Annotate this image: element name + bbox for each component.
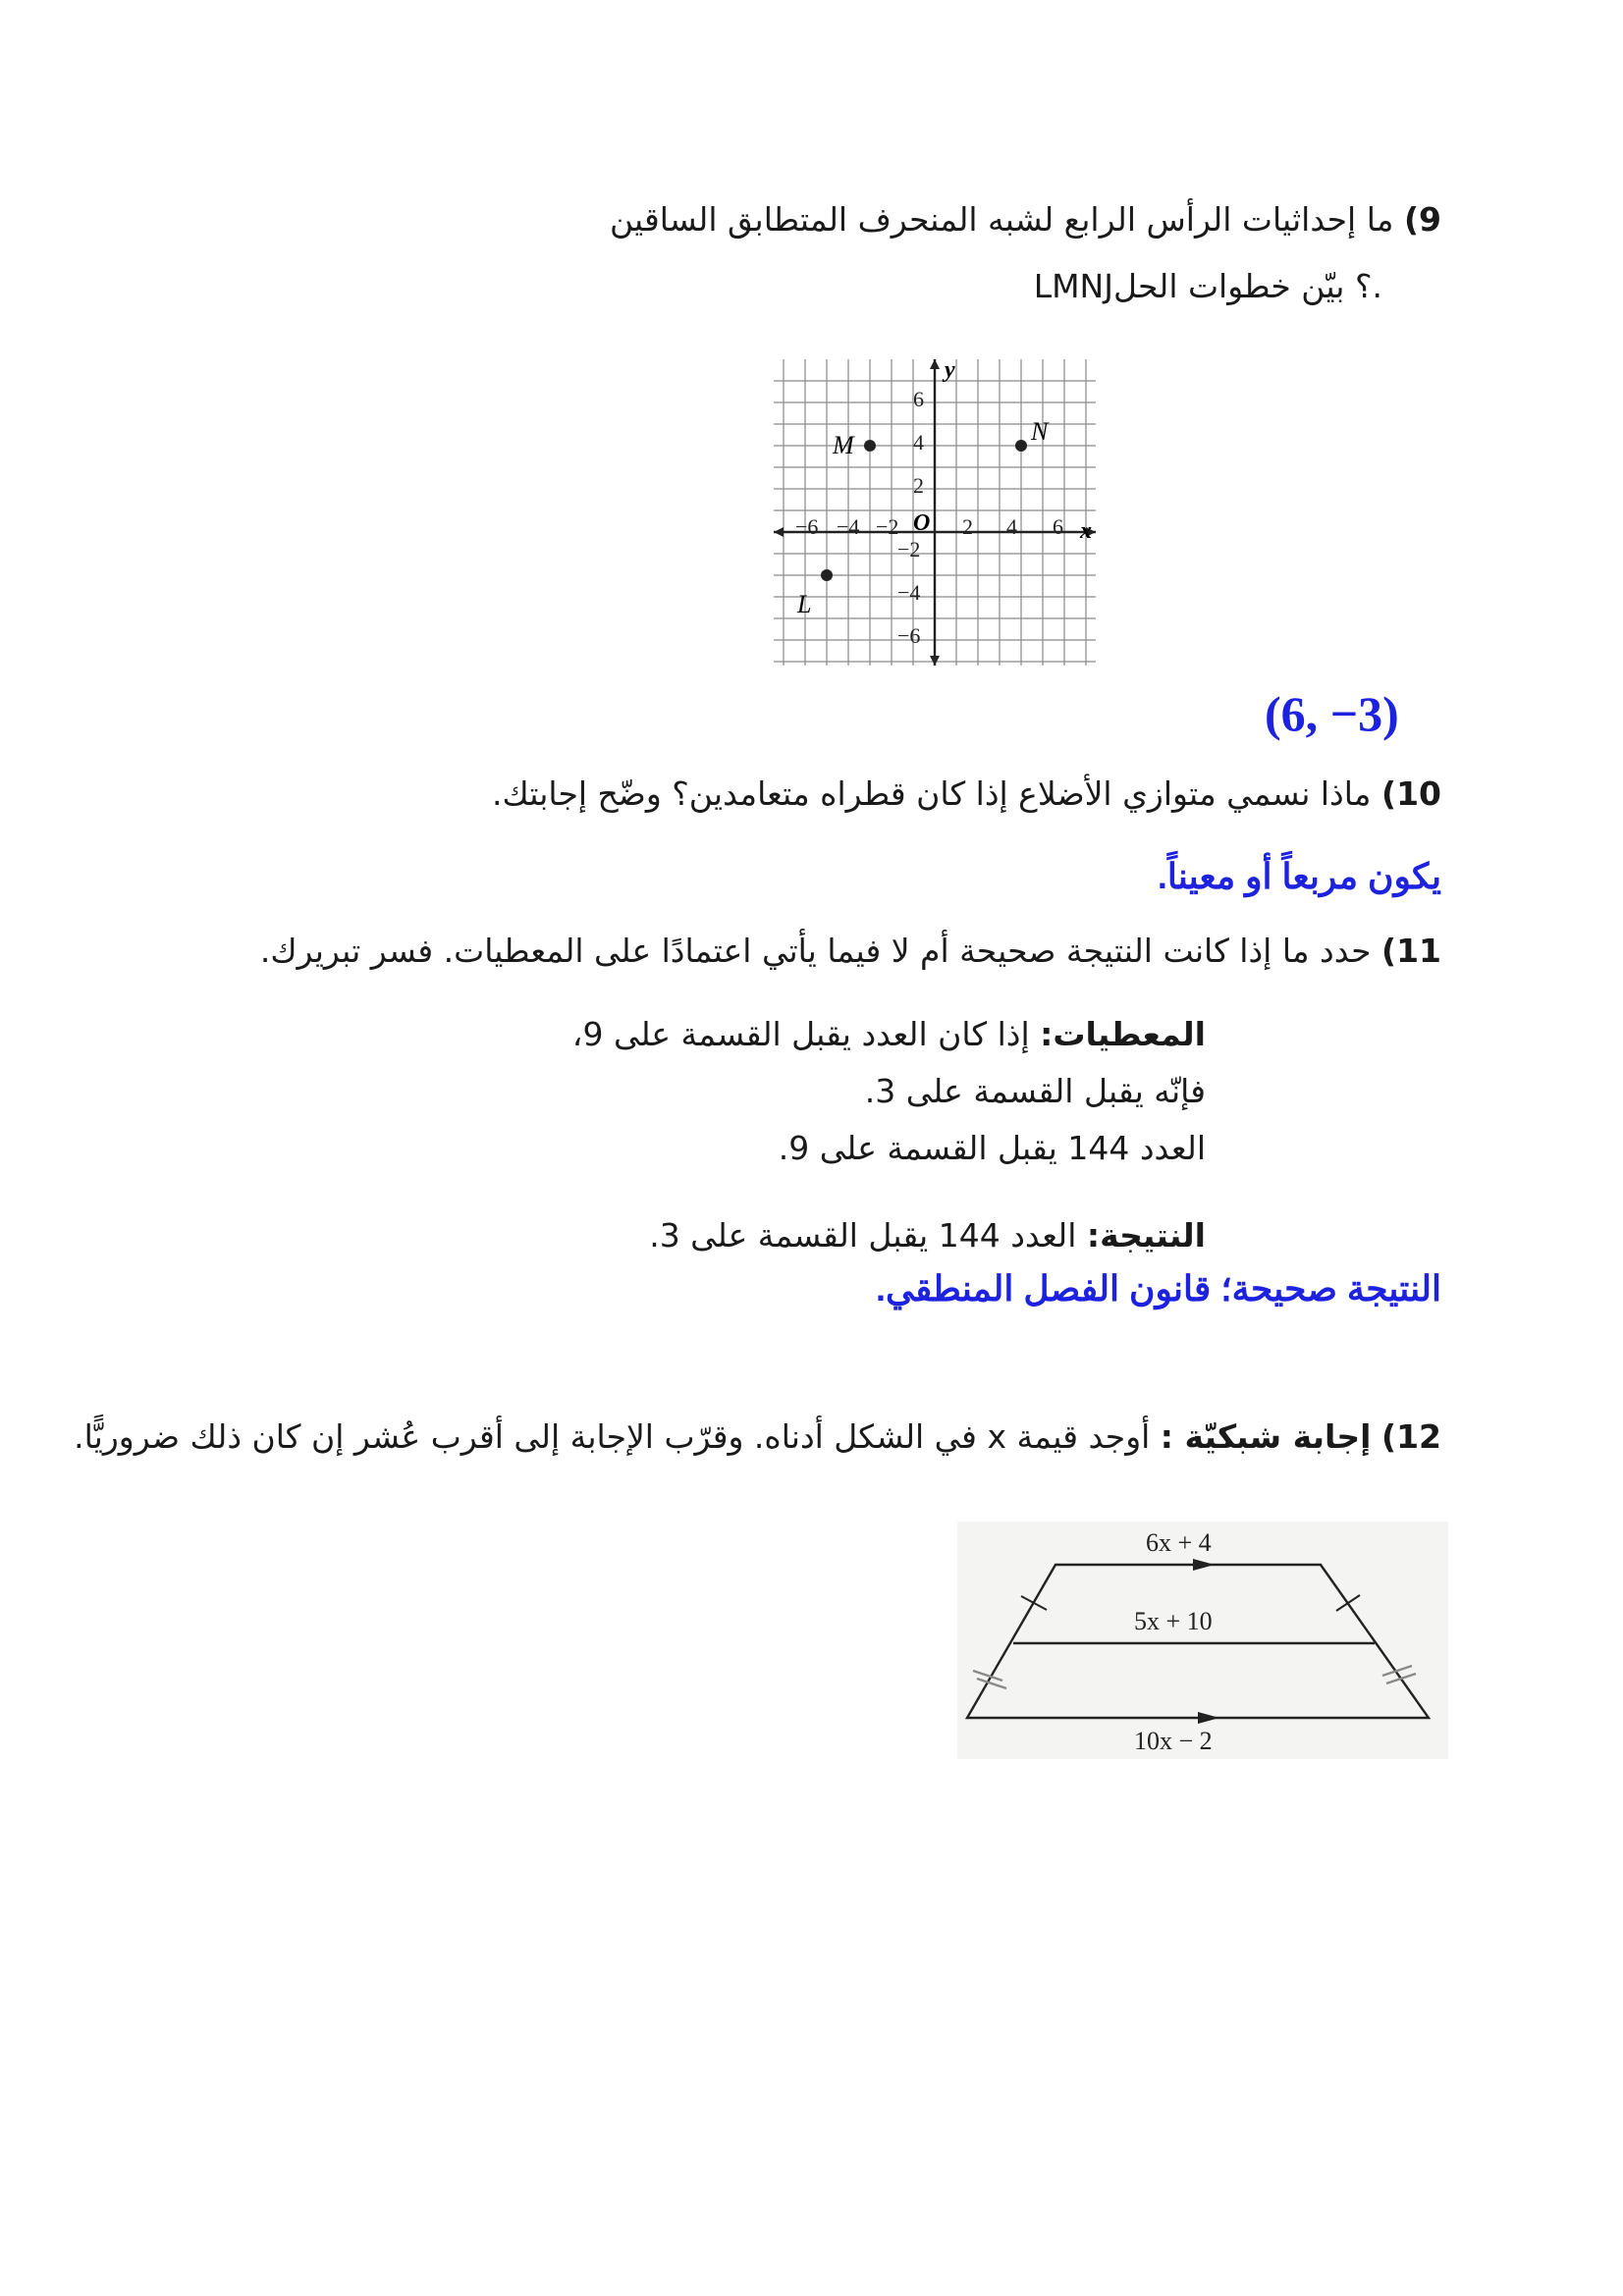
x-tick: −4 — [837, 514, 860, 539]
point-label-M: M — [833, 431, 854, 459]
y-tick: 6 — [913, 387, 924, 411]
q10-line — [492, 771, 1441, 818]
q11-conclusion-line — [649, 1212, 1206, 1259]
y-tick: 4 — [913, 430, 924, 454]
q9-text-line2: LMNJ؟ بيّن خطوات الحل. — [1033, 267, 1382, 305]
midsegment-label: 5x + 10 — [1134, 1607, 1213, 1635]
x-tick: 2 — [962, 514, 973, 539]
q11-given-text1: إذا كان العدد يقبل القسمة على 9، — [571, 1015, 1030, 1053]
point-label-L: L — [797, 590, 812, 618]
q11-given-text2: فإنّه يقبل القسمة على 3. — [864, 1072, 1206, 1110]
q12-label: إجابة شبكيّة : — [1160, 1417, 1372, 1456]
q9-coordinate-graph — [768, 355, 1102, 669]
q11-conclusion-text: العدد 144 يقبل القسمة على 3. — [649, 1216, 1077, 1255]
x-tick: 6 — [1053, 514, 1063, 539]
q10-number: 10) — [1380, 774, 1441, 813]
q11-conclusion-label: النتيجة: — [1086, 1216, 1206, 1255]
origin-label: O — [913, 510, 931, 536]
y-tick: −2 — [897, 537, 921, 561]
q11-given-line3 — [779, 1125, 1206, 1172]
q12-trapezoid-figure — [957, 1522, 1448, 1759]
point-M — [864, 440, 876, 452]
q12-number: 12) — [1380, 1417, 1441, 1456]
point-N — [1015, 440, 1027, 452]
q9-line1 — [610, 196, 1441, 243]
top-base-label: 6x + 4 — [1146, 1528, 1212, 1557]
y-axis-label: y — [945, 357, 955, 383]
x-tick: −2 — [876, 514, 899, 539]
q11-given-line2 — [865, 1068, 1206, 1115]
q11-text: حدد ما إذا كانت النتيجة صحيحة أم لا فيما يأتي اعتمادًا على المعطيات. فسر تبريرك. — [259, 932, 1372, 970]
bottom-base-label: 10x − 2 — [1134, 1727, 1213, 1755]
q11-number: 11) — [1380, 932, 1441, 970]
x-tick: 4 — [1006, 514, 1017, 539]
q10-answer: يكون مربعاً أو معيناً. — [1157, 856, 1441, 896]
q9-line2 — [1034, 263, 1382, 310]
q9-answer: (6, −3) — [1265, 686, 1399, 741]
point-L — [821, 569, 833, 581]
q11-given-text3: العدد 144 يقبل القسمة على 9. — [778, 1129, 1206, 1167]
q11-given-label: المعطيات: — [1040, 1015, 1206, 1053]
q10-text: ماذا نسمي متوازي الأضلاع إذا كان قطراه متعامدين؟ وضّح إجابتك. — [491, 774, 1372, 813]
y-tick: −6 — [897, 623, 921, 648]
q11-line — [260, 928, 1441, 975]
point-label-N: N — [1031, 417, 1049, 446]
q11-answer: النتيجة صحيحة؛ قانون الفصل المنطقي. — [875, 1268, 1441, 1308]
x-axis-label: x — [1080, 518, 1092, 544]
y-tick: −4 — [897, 580, 921, 605]
q9-text-line1: ما إحداثيات الرأس الرابع لشبه المنحرف المتطابق الساقين — [609, 200, 1394, 239]
q12-line — [74, 1414, 1441, 1461]
y-tick: 2 — [913, 473, 924, 498]
x-tick: −6 — [795, 514, 819, 539]
q9-number: 9) — [1403, 200, 1441, 239]
q11-given-line1 — [572, 1011, 1206, 1058]
q12-text: أوجد قيمة x في الشكل أدناه. وقرّب الإجابة إلى أقرب عُشر إن كان ذلك ضروريًّا. — [74, 1417, 1151, 1456]
